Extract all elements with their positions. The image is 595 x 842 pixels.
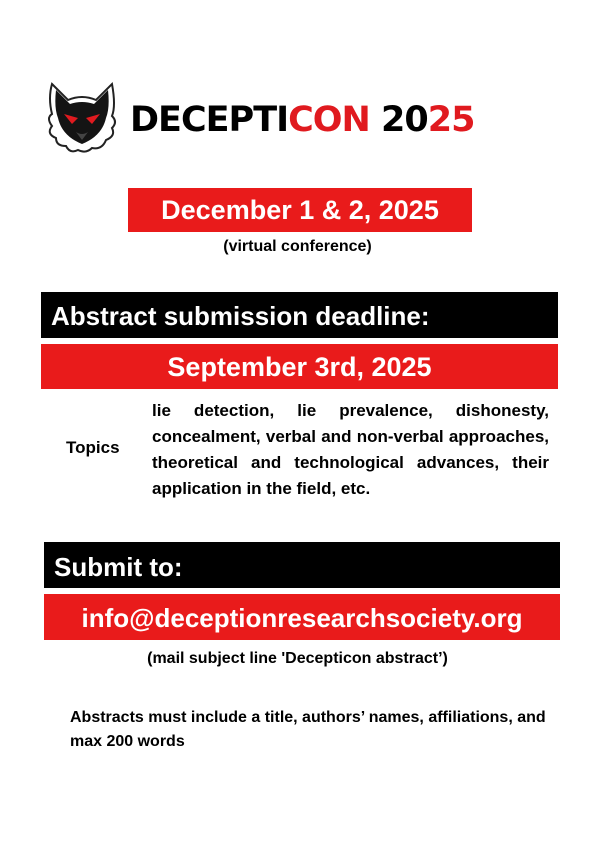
- topics-label: Topics: [66, 438, 120, 457]
- conference-dates: December 1 & 2, 2025: [128, 188, 472, 232]
- conference-format: (virtual conference): [223, 238, 372, 255]
- page-title: [130, 96, 474, 144]
- wolf-mask-logo-icon: [42, 76, 122, 156]
- deadline-date: September 3rd, 2025: [41, 344, 558, 389]
- mail-subject-note: (mail subject line 'Decepticon abstract’): [147, 650, 448, 667]
- title-text-part-3: 20: [369, 100, 428, 140]
- title-text-part-1: DECEPTI: [130, 100, 289, 140]
- submit-label: Submit to:: [44, 542, 560, 588]
- title-text-part-4: 25: [427, 100, 475, 140]
- deadline-label: Abstract submission deadline:: [41, 292, 558, 338]
- topics-text: lie detection, lie prevalence, dishonesty, concealment, verbal and non-verbal approaches, theoretical and technological advances, their application in the field, etc.: [152, 401, 549, 498]
- submission-email-link[interactable]: info@deceptionresearchsociety.org: [44, 594, 560, 640]
- title-text-part-2: CON: [288, 100, 370, 140]
- abstract-requirements: Abstracts must include a title, authors’ names, affiliations, and max 200 words: [70, 709, 546, 750]
